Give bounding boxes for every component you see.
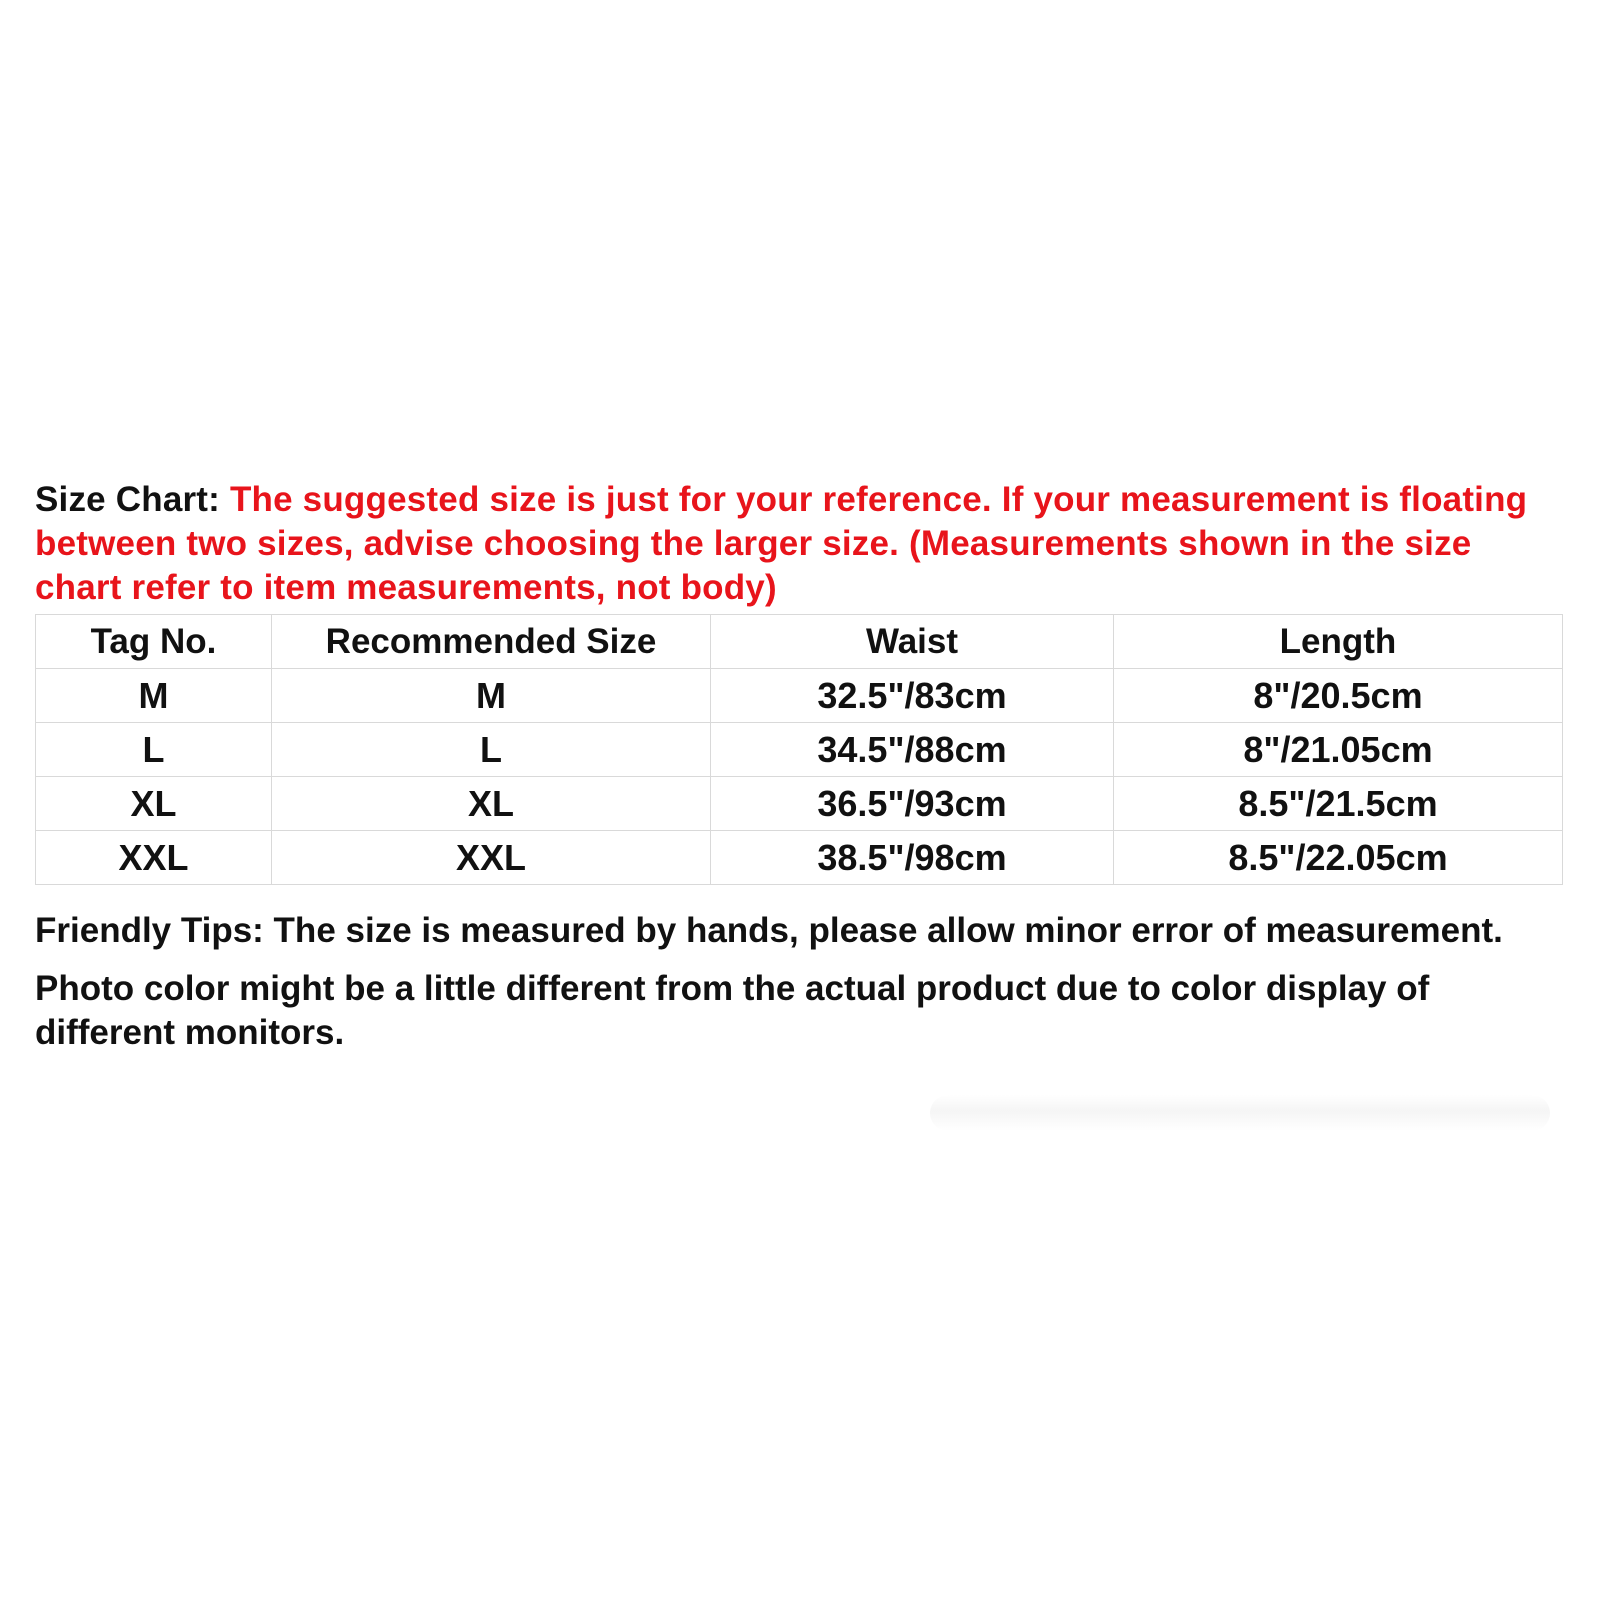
cell-waist: 34.5"/88cm — [711, 723, 1114, 777]
size-chart-warning: The suggested size is just for your reference. If your measurement is floating between two sizes, advise choosing the larger size. (Measurements shown in the size chart refer to item measurements, not body) — [35, 480, 1528, 607]
header-waist: Waist — [711, 615, 1114, 669]
table-row — [36, 831, 1563, 885]
size-table — [35, 614, 1563, 885]
header-recommended-size: Recommended Size — [272, 615, 711, 669]
cell-length: 8"/20.5cm — [1114, 669, 1563, 723]
size-chart-label: Size Chart: — [35, 480, 230, 519]
cell-tag-no: L — [36, 723, 272, 777]
size-chart-intro — [35, 478, 1565, 610]
cell-recommended-size: XL — [272, 777, 711, 831]
cell-recommended-size: XXL — [272, 831, 711, 885]
table-row — [36, 777, 1563, 831]
cell-tag-no: XXL — [36, 831, 272, 885]
table-header-row — [36, 615, 1563, 669]
size-chart-section — [35, 478, 1565, 1055]
cell-waist: 32.5"/83cm — [711, 669, 1114, 723]
cell-waist: 38.5"/98cm — [711, 831, 1114, 885]
cell-length: 8.5"/21.5cm — [1114, 777, 1563, 831]
photo-color-note: Photo color might be a little different from the actual product due to color display of different monitors. — [35, 969, 1430, 1052]
table-row — [36, 669, 1563, 723]
shadow-decoration — [930, 1095, 1550, 1131]
cell-length: 8.5"/22.05cm — [1114, 831, 1563, 885]
header-tag-no: Tag No. — [36, 615, 272, 669]
cell-recommended-size: L — [272, 723, 711, 777]
table-row — [36, 723, 1563, 777]
cell-tag-no: M — [36, 669, 272, 723]
friendly-tips: Friendly Tips: The size is measured by hands, please allow minor error of measurement. — [35, 911, 1503, 950]
cell-length: 8"/21.05cm — [1114, 723, 1563, 777]
cell-recommended-size: M — [272, 669, 711, 723]
cell-waist: 36.5"/93cm — [711, 777, 1114, 831]
header-length: Length — [1114, 615, 1563, 669]
cell-tag-no: XL — [36, 777, 272, 831]
